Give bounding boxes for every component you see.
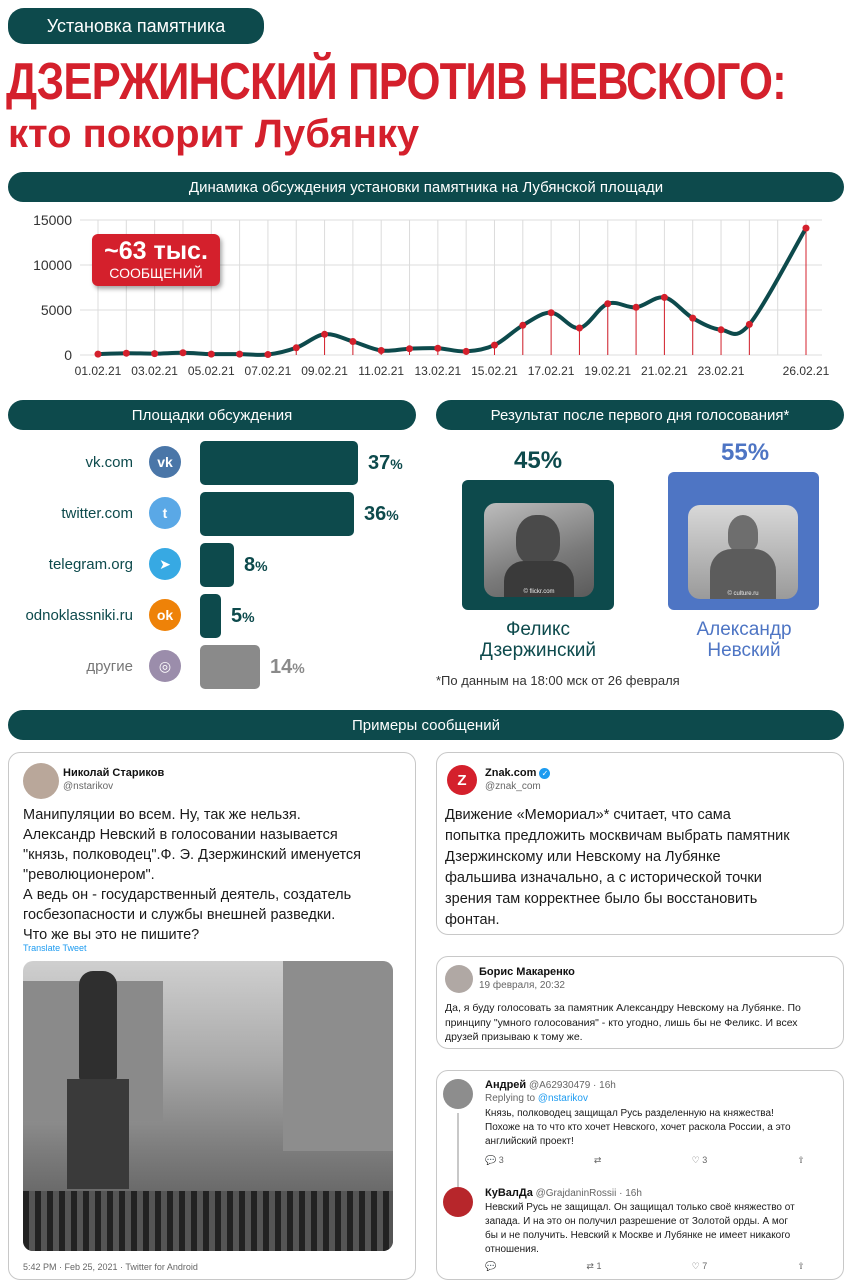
x-tick-label: 21.02.21	[641, 364, 688, 378]
data-point	[349, 338, 356, 345]
line-chart	[0, 205, 860, 385]
avatar[interactable]	[443, 1079, 473, 1109]
avatar[interactable]	[23, 763, 59, 799]
comment-icon: 💬	[485, 1155, 497, 1165]
post-text	[445, 1001, 843, 1045]
y-tick-label: 10000	[33, 257, 72, 273]
tweet-line: фонтан.	[445, 912, 500, 928]
x-tick-label: 26.02.21	[782, 364, 830, 378]
heart-icon: ♡	[691, 1261, 700, 1271]
reply-actions	[485, 1261, 805, 1272]
data-point	[718, 326, 725, 333]
post-makarenko[interactable]	[436, 956, 844, 1049]
tweet-photo[interactable]	[23, 961, 393, 1251]
x-tick-label: 17.02.21	[527, 364, 575, 378]
percent-value: 14	[270, 656, 293, 678]
x-tick-label: 19.02.21	[584, 364, 632, 378]
author-handle: @GrajdaninRossii · 16h	[535, 1188, 642, 1199]
platform-label: другие	[86, 658, 133, 675]
tweet-line: зрения там корректнее было бы восстановить	[445, 891, 758, 907]
platform-percent	[231, 605, 255, 628]
replying-to-link[interactable]: @nstarikov	[537, 1093, 588, 1104]
platform-percent	[244, 554, 268, 577]
data-point	[491, 342, 498, 349]
platform-label: odnoklassniki.ru	[25, 607, 133, 624]
reply-line: отношения.	[485, 1244, 539, 1255]
reply-button[interactable]	[485, 1155, 504, 1166]
data-point	[661, 294, 668, 301]
percent-value: 37	[368, 452, 391, 474]
platform-label: twitter.com	[61, 505, 133, 522]
x-tick-label: 11.02.21	[358, 364, 405, 378]
percent-sign: %	[242, 609, 255, 625]
like-count: 7	[702, 1261, 708, 1271]
data-point	[548, 309, 555, 316]
reply-text	[485, 1107, 841, 1149]
data-point	[803, 225, 810, 232]
nevsky-first-name: Александр	[696, 619, 792, 640]
reply-header[interactable]	[485, 1079, 616, 1091]
x-tick-label: 23.02.21	[697, 364, 745, 378]
author-name[interactable]: Борис Макаренко	[479, 966, 575, 978]
platform-percent	[368, 452, 403, 475]
reply-thread	[436, 1070, 844, 1280]
tweet-text	[23, 805, 413, 945]
percent-sign: %	[292, 660, 305, 676]
x-tick-label: 03.02.21	[131, 364, 178, 378]
data-point	[689, 315, 696, 322]
photo-statue	[79, 971, 117, 1081]
platforms-title: Площадки обсуждения	[8, 400, 416, 430]
author-name: КуВалДа	[485, 1187, 533, 1199]
twitter-icon: t	[149, 497, 181, 529]
author-handle[interactable]: @nstarikov	[63, 781, 114, 792]
data-point	[378, 347, 385, 354]
data-point	[604, 300, 611, 307]
nevsky-name	[656, 619, 832, 661]
tweet-footer: 5:42 PM · Feb 25, 2021 · Twitter for Android	[23, 1262, 198, 1272]
post-line: Да, я буду голосовать за памятник Александру Невскому на Лубянке. По	[445, 1002, 801, 1014]
x-tick-label: 15.02.21	[471, 364, 518, 378]
total-messages-badge	[92, 234, 220, 286]
y-tick-label: 0	[64, 347, 72, 363]
data-point	[576, 325, 583, 332]
replying-label: Replying to	[485, 1093, 536, 1104]
badge-value: ~63 тыс.	[104, 237, 208, 265]
reply-line: запада. И на это он получил разрешение от Золотой орды. А мог	[485, 1216, 788, 1227]
photo-credit: © culture.ru	[727, 591, 759, 597]
heart-icon: ♡	[691, 1155, 700, 1165]
reply-actions	[485, 1155, 805, 1166]
tweet-znak[interactable]	[436, 752, 844, 935]
author-name[interactable]	[485, 767, 550, 779]
author-handle[interactable]: @znak_com	[485, 781, 541, 792]
platform-bar	[200, 543, 234, 587]
photo-credit: © flickr.com	[523, 589, 555, 595]
tweet-line: Что же вы это не пишите?	[23, 927, 200, 943]
platform-bar	[200, 594, 221, 638]
percent-value: 8	[244, 554, 256, 576]
dzerzhinsky-first-name: Феликс	[505, 619, 571, 640]
reply-text	[485, 1201, 841, 1257]
dzerzhinsky-percent: 45%	[514, 447, 563, 474]
author-name-text: Znak.com	[485, 767, 537, 779]
data-point	[208, 351, 215, 358]
tweet-line: "революционером".	[23, 867, 155, 883]
dzerzhinsky-name	[450, 619, 626, 661]
others-icon: ◎	[149, 650, 181, 682]
verified-icon: ✓	[539, 768, 550, 779]
tweet-line: госбезопасности и службы внешней разведки.	[23, 907, 336, 923]
tweet-line: Александр Невский в голосовании называется	[23, 827, 338, 843]
data-point	[151, 350, 158, 357]
platform-label: vk.com	[85, 454, 133, 471]
platform-percent	[270, 656, 305, 679]
translate-link[interactable]: Translate Tweet	[23, 943, 87, 953]
reply-line: Похоже на то что кто хочет Невского, хочет раскола России, а это	[485, 1122, 791, 1133]
retweet-icon: ⇄	[586, 1261, 594, 1271]
reply-line: бы и не получить. Невский к Москве и Лубянке не имеет никакого	[485, 1230, 791, 1241]
data-point	[236, 351, 243, 358]
platform-bar	[200, 645, 260, 689]
data-point	[264, 351, 271, 358]
platform-percent	[364, 503, 399, 526]
tweet-starikov[interactable]	[8, 752, 416, 1280]
comment-icon[interactable]: 💬	[485, 1261, 497, 1271]
tweet-line: Движение «Мемориал»* считает, что сама	[445, 807, 731, 823]
dzerzhinsky-last-name: Дзержинский	[480, 640, 596, 661]
photo-pedestal	[67, 1079, 129, 1189]
retweet-icon[interactable]: ⇄	[593, 1155, 602, 1165]
footnote: *По данным на 18:00 мск от 26 февраля	[436, 673, 680, 688]
percent-sign: %	[255, 558, 268, 574]
data-point	[179, 349, 186, 356]
post-line: принципу "умного голосования" - кто угодно, лишь бы не Феликс. И всех	[445, 1016, 798, 1029]
photo-crowd	[23, 1191, 393, 1251]
share-icon[interactable]: ⇧	[797, 1261, 805, 1271]
tweet-line: попытка предложить москвичам выбрать памятник	[445, 828, 790, 844]
percent-sign: %	[390, 456, 403, 472]
platform-bar	[200, 441, 358, 485]
y-tick-label: 5000	[40, 302, 72, 318]
nevsky-photo	[688, 505, 798, 599]
avatar[interactable]	[445, 965, 473, 993]
retweet-button[interactable]	[586, 1261, 601, 1272]
tweet-line: Манипуляции во всем. Ну, так же нельзя.	[23, 807, 301, 823]
share-icon[interactable]: ⇧	[797, 1155, 805, 1165]
percent-value: 36	[364, 503, 387, 525]
percent-sign: %	[386, 507, 399, 523]
replying-to	[485, 1093, 588, 1104]
data-point	[463, 348, 470, 355]
x-tick-label: 13.02.21	[414, 364, 462, 378]
platform-label: telegram.org	[48, 556, 133, 573]
dzerzhinsky-photo	[484, 503, 594, 597]
reply-line: Невский Русь не защищал. Он защищал только своё княжество от	[485, 1202, 795, 1213]
nevsky-last-name: Невский	[707, 640, 781, 661]
data-point	[321, 331, 328, 338]
retweet-count: 1	[596, 1261, 602, 1271]
like-button[interactable]	[692, 1155, 708, 1166]
ok-icon: ok	[149, 599, 181, 631]
reply-line: английский проект!	[485, 1136, 574, 1147]
reply-count: 3	[498, 1155, 504, 1165]
data-point	[406, 345, 413, 352]
znak-avatar[interactable]: Z	[447, 765, 477, 795]
data-point	[746, 321, 753, 328]
y-tick-label: 15000	[33, 212, 72, 228]
vk-icon: vk	[149, 446, 181, 478]
reply-line: Князь, полководец защищал Русь разделенную на княжества!	[485, 1108, 774, 1119]
percent-value: 5	[231, 605, 243, 627]
post-line: друзей призываю к тому же.	[445, 1031, 583, 1043]
reply-header[interactable]	[485, 1187, 642, 1199]
page-title: ДЗЕРЖИНСКИЙ ПРОТИВ НЕВСКОГО:	[6, 53, 786, 111]
examples-title: Примеры сообщений	[8, 710, 844, 740]
like-count: 3	[702, 1155, 708, 1165]
telegram-icon: ➤	[149, 548, 181, 580]
avatar[interactable]	[443, 1187, 473, 1217]
tweet-line: фальшива изначально, а с исторической точки	[445, 870, 762, 886]
data-point	[633, 304, 640, 311]
photo-building-right	[283, 961, 393, 1151]
thread-line	[457, 1113, 459, 1187]
x-tick-label: 05.02.21	[187, 364, 235, 378]
author-name: Андрей	[485, 1079, 527, 1091]
statue-head	[728, 515, 758, 551]
post-date[interactable]: 19 февраля, 20:32	[479, 980, 565, 991]
page-subtitle: кто покорит Лубянку	[8, 112, 420, 156]
badge-label: СООБЩЕНИЙ	[109, 265, 203, 281]
x-tick-label: 07.02.21	[244, 364, 292, 378]
tweet-text	[445, 805, 840, 931]
author-name[interactable]: Николай Стариков	[63, 767, 165, 779]
data-point	[293, 344, 300, 351]
author-handle: @A62930479 · 16h	[528, 1080, 616, 1091]
data-point	[434, 345, 441, 352]
result-title: Результат после первого дня голосования*	[436, 400, 844, 430]
nevsky-percent: 55%	[721, 439, 770, 466]
chart-title: Динамика обсуждения установки памятника на Лубянской площади	[8, 172, 844, 202]
platform-bar	[200, 492, 354, 536]
data-point	[123, 350, 130, 357]
data-point	[519, 322, 526, 329]
section-tag: Установка памятника	[8, 8, 264, 44]
x-tick-label: 09.02.21	[301, 364, 348, 378]
x-tick-label: 01.02.21	[74, 364, 122, 378]
data-point	[95, 351, 102, 358]
tweet-line: Дзержинскому или Невскому на Лубянке	[445, 849, 721, 865]
portrait-silhouette	[516, 515, 560, 565]
tweet-line: А ведь он - государственный деятель, создатель	[23, 887, 352, 903]
like-button[interactable]	[692, 1261, 708, 1272]
tweet-line: "князь, полководец".Ф. Э. Дзержинский именуется	[23, 847, 362, 863]
